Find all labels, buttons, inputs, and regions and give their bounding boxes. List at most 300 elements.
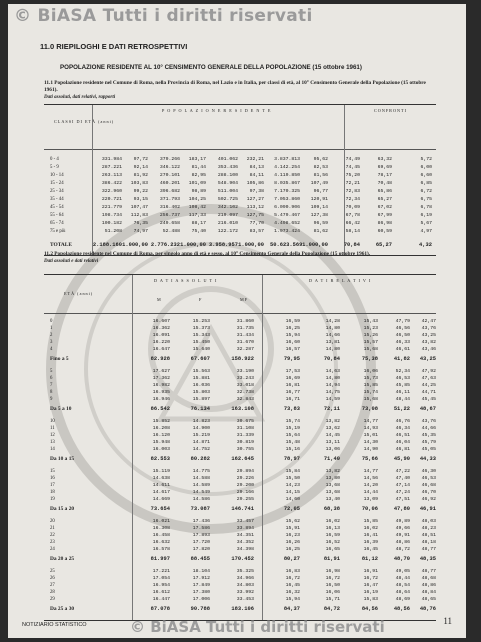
table-cell: 16,57 (285, 347, 300, 352)
table-cell: 17.586 (192, 526, 210, 531)
table-cell: 15,68 (363, 347, 378, 352)
table-cell: 34.966 (236, 576, 254, 581)
table-cell: 48,54 (395, 583, 410, 588)
table-cell: 30.675 (236, 419, 254, 424)
table-row (44, 540, 436, 547)
table-single-age (44, 274, 436, 621)
table-cell: 16,72 (363, 576, 378, 581)
table-cell: 216.010 (217, 221, 238, 226)
table-cell: 14,90 (363, 447, 378, 452)
table-cell: 70,84 (323, 356, 340, 362)
table-cell: 43,82 (421, 340, 436, 345)
row-label: 19 (50, 497, 55, 502)
table-cell: 16,50 (325, 583, 340, 588)
table-cell: 13,09 (363, 497, 378, 502)
table-cell: 101,09 (188, 181, 206, 186)
table-cell: 15,94 (285, 333, 300, 338)
table-row (44, 340, 436, 347)
table-cell: 48,84 (421, 590, 436, 595)
table-cell: 14,80 (325, 376, 340, 381)
row-label: Da 25 a 30 (50, 606, 75, 612)
table-cell: 35.325 (236, 569, 254, 574)
table-cell: 17.849 (192, 583, 210, 588)
table-cell: 5,67 (420, 221, 432, 226)
table-cell: 82.553 (150, 456, 170, 462)
table-cell: 15.253 (192, 319, 210, 324)
table-cell: 93,15 (133, 197, 148, 202)
table-cell: 13,68 (325, 490, 340, 495)
table-cell: 16,41 (363, 533, 378, 538)
table-cell: 16.954 (152, 583, 170, 588)
table-cell: 14.823 (192, 419, 210, 424)
table-cell: 16,47 (363, 583, 378, 588)
table-cell: 48,35 (419, 556, 436, 562)
table-cell: 16,45 (285, 583, 300, 588)
table-cell: 67,99 (377, 213, 392, 218)
table1-note: Dati assoluti, dati relativi, rapporti (44, 95, 116, 100)
row-label: Da 15 a 20 (50, 506, 75, 512)
table-row (44, 469, 436, 476)
table-cell: 108,42 (188, 205, 206, 210)
table-cell: 379.266 (159, 157, 180, 162)
table-row (44, 173, 436, 180)
table-cell: 548.904 (217, 181, 238, 186)
table-cell: 162.645 (231, 456, 254, 462)
table-cell: 75,38 (361, 356, 378, 362)
table2-header-left: D A T I A S S O L U T I (154, 278, 218, 283)
table-cell: 353.436 (217, 165, 238, 170)
table-cell: 4.498.652 (274, 221, 300, 226)
table-cell: 14.752 (192, 447, 210, 452)
table-cell: 46,70 (421, 490, 436, 495)
table-cell: 81,62 (313, 229, 328, 234)
table-row (44, 497, 436, 504)
table-cell: 15,23 (363, 326, 378, 331)
table-cell: 43,25 (421, 333, 436, 338)
table-cell: 33.894 (236, 526, 254, 531)
table-cell: 221.779 (101, 205, 122, 210)
table-cell: 16,59 (325, 533, 340, 538)
row-label: 18 (50, 490, 55, 495)
table-cell: 30.819 (236, 440, 254, 445)
table-cell: 45,45 (421, 397, 436, 402)
table-cell: 16,81 (285, 383, 300, 388)
table-cell: 15,26 (363, 333, 378, 338)
table-cell: 14,66 (325, 333, 340, 338)
table-cell: 16.647 (152, 347, 170, 352)
table-cell: 113,12 (246, 205, 264, 210)
table-cell: 29.226 (236, 476, 254, 481)
table-cell: 48,51 (421, 533, 436, 538)
table-cell: 49,91 (395, 533, 410, 538)
table2-note: Dati assoluti e dati relativi (44, 259, 99, 264)
table-cell: 52.488 (162, 229, 180, 234)
table-cell: 58,14 (345, 229, 360, 234)
table-cell: 15.640 (192, 347, 210, 352)
table-cell: 16,77 (285, 390, 300, 395)
table-subtotal-row (44, 406, 436, 413)
table-cell: 16,71 (285, 397, 300, 402)
table-cell: 43,76 (421, 326, 436, 331)
table-cell: 49,05 (395, 569, 410, 574)
table-cell: 3.837.813 (274, 157, 300, 162)
table-cell: 6,78 (420, 205, 432, 210)
table-cell: 14,45 (325, 433, 340, 438)
table-cell: 18.104 (192, 569, 210, 574)
table-cell: 1.973.424 (274, 229, 300, 234)
table-cell: 16.607 (152, 319, 170, 324)
table-cell: 8.035.867 (274, 181, 300, 186)
table-cell: 100.182 (101, 221, 122, 226)
table-cell: 15,01 (363, 433, 378, 438)
row-label: 25 (50, 569, 55, 574)
table-cell: 104,25 (188, 197, 206, 202)
table-cell: 15.343 (192, 333, 210, 338)
table-cell: 42,47 (421, 319, 436, 324)
row-label: 5 (50, 369, 53, 374)
row-label: 26 (50, 576, 55, 581)
table-cell: 81,56 (313, 173, 328, 178)
table-cell: 48,56 (393, 606, 410, 612)
table-cell: 14,77 (363, 469, 378, 474)
table-cell: 17.006 (192, 597, 210, 602)
table-cell: 16.021 (152, 519, 170, 524)
table-cell: 13,06 (325, 447, 340, 452)
table-row (44, 597, 436, 604)
table-cell: 15.881 (192, 376, 210, 381)
row-label: 8 (50, 390, 53, 395)
table-cell: 32.843 (236, 397, 254, 402)
table-cell: 15,48 (285, 440, 300, 445)
table-cell: 17.627 (152, 369, 170, 374)
table-cell: 15.563 (192, 369, 210, 374)
table-cell: 13,11 (325, 440, 340, 445)
table-cell: 13,82 (325, 419, 340, 424)
table-cell: 15,16 (285, 447, 300, 452)
table-cell: 13,68 (325, 483, 340, 488)
table-cell: 14.638 (152, 476, 170, 481)
table-cell: 170.452 (231, 556, 254, 562)
table-cell: 15,68 (363, 397, 378, 402)
table-cell: 1.000,00 (302, 242, 328, 248)
table-cell: 16.578 (152, 547, 170, 552)
table-cell: 232,21 (246, 157, 264, 162)
table-cell: 84,11 (249, 173, 264, 178)
table-cell: 6,85 (420, 181, 432, 186)
table-cell: 68,38 (323, 506, 340, 512)
row-label: 17 (50, 483, 55, 488)
table-cell: 14,63 (325, 369, 340, 374)
row-label: 1 (50, 326, 53, 331)
table-cell: 17.054 (152, 576, 170, 581)
table-cell: 66,42 (345, 221, 360, 226)
table-row (44, 319, 436, 326)
table-cell: 48,03 (421, 519, 436, 524)
table-cell: 52,34 (395, 369, 410, 374)
table-cell: 45,05 (421, 447, 436, 452)
table-cell: 96,59 (313, 221, 328, 226)
table-cell: 34.352 (236, 540, 254, 545)
table-cell: 14,75 (325, 390, 340, 395)
row-label: Fino a 5 (50, 356, 69, 362)
table-cell: 86.542 (150, 406, 170, 412)
table-cell: 92,14 (133, 165, 148, 170)
table-cell: 15,83 (363, 597, 378, 602)
table-cell: 16,69 (285, 376, 300, 381)
table-row (44, 197, 436, 204)
table-cell: 47,92 (421, 369, 436, 374)
table-cell: 219.097 (217, 213, 238, 218)
table-cell: 46,92 (421, 497, 436, 502)
table-cell: 2.776.232 (150, 242, 180, 248)
table-cell: 14.775 (192, 469, 210, 474)
table-row (44, 583, 436, 590)
table-cell: 29.200 (236, 483, 254, 488)
table-cell: 105,86 (246, 181, 264, 186)
table-cell: 16,23 (285, 533, 300, 538)
table-cell: 46,50 (395, 333, 410, 338)
table-cell: 74,49 (345, 157, 360, 162)
table-cell: 16.091 (152, 333, 170, 338)
table-cell: 45,85 (395, 383, 410, 388)
table-cell: 81,91 (323, 556, 340, 562)
table-cell: 14,20 (363, 483, 378, 488)
table1-header-group: P O P O L A Z I O N E R E S I D E N T E (162, 108, 272, 113)
table-cell: 48,86 (421, 583, 436, 588)
table-cell: 316.402 (159, 205, 180, 210)
table-row (44, 569, 436, 576)
row-label: 6 (50, 376, 53, 381)
table-cell: 16,32 (285, 590, 300, 595)
table-cell: 86,98 (377, 221, 392, 226)
row-label: 13 (50, 440, 55, 445)
table2-col-f: F (199, 297, 203, 302)
row-label: 45 - 54 (50, 205, 64, 210)
table-cell: 16,25 (285, 547, 300, 552)
table-cell: 46,53 (421, 476, 436, 481)
table-cell: 70,84 (343, 242, 360, 248)
section-title: 11.0 RIEPILOGHI E DATI RETROSPETTIVI (40, 42, 188, 51)
table-cell: 16,60 (285, 340, 300, 345)
table-cell: 14,80 (325, 347, 340, 352)
table-cell: 44,33 (419, 456, 436, 462)
table-cell: 46,51 (395, 433, 410, 438)
table-cell: 73.654 (150, 506, 170, 512)
table-cell: 81,92 (133, 173, 148, 178)
table-cell: 16.946 (152, 397, 170, 402)
table-cell: 82.928 (150, 356, 170, 362)
table-cell: 16,59 (285, 319, 300, 324)
table-cell: 47,63 (421, 376, 436, 381)
table-cell: 75,20 (345, 173, 360, 178)
table-cell: 33.992 (236, 590, 254, 595)
table-row (44, 526, 436, 533)
table-cell: 48,68 (421, 576, 436, 581)
table-cell: 15.803 (192, 390, 210, 395)
table-cell: 14,59 (325, 397, 340, 402)
table-cell: 46,76 (395, 419, 410, 424)
table-cell: 146.741 (231, 506, 254, 512)
table-cell: 249.658 (159, 221, 180, 226)
table-cell: 51.208 (104, 229, 122, 234)
table-row (44, 390, 436, 397)
table-cell: 14.588 (192, 476, 210, 481)
table-cell: 31.860 (236, 319, 254, 324)
table-cell: 16,65 (325, 547, 340, 552)
table-cell: 16,91 (363, 569, 378, 574)
table-cell: 33.018 (236, 383, 254, 388)
table-cell: 112,83 (130, 213, 148, 218)
table-cell: 15.119 (152, 469, 170, 474)
table-cell: 15,73 (363, 376, 378, 381)
table-cell: 7.053.860 (274, 197, 300, 202)
table-cell: 16.220 (152, 340, 170, 345)
table-cell: 46,56 (395, 326, 410, 331)
table-cell: 13,62 (325, 426, 340, 431)
table-cell: 6,60 (420, 173, 432, 178)
row-label: 14 (50, 447, 55, 452)
table-cell: 80.282 (190, 456, 210, 462)
table-cell: 81.997 (150, 556, 170, 562)
table-cell: 15,94 (285, 597, 300, 602)
table-cell: 16,72 (285, 576, 300, 581)
table-cell: 127,27 (246, 197, 264, 202)
table-cell: 287.221 (101, 165, 122, 170)
table-cell: 122.172 (217, 229, 238, 234)
table-row (44, 426, 436, 433)
table-cell: 31.735 (236, 326, 254, 331)
table-cell: 34.803 (236, 583, 254, 588)
table-row (44, 476, 436, 483)
table-cell: 103,83 (130, 181, 148, 186)
table-cell: 15,62 (285, 519, 300, 524)
table-cell: 47,79 (395, 319, 410, 324)
table-cell: 81,12 (361, 556, 378, 562)
table-cell: 14.549 (192, 490, 210, 495)
table-cell: 81,44 (191, 165, 206, 170)
table-cell: 15,57 (363, 340, 378, 345)
table-row (44, 376, 436, 383)
table-cell: 46,04 (395, 440, 410, 445)
table-cell: 502.725 (217, 197, 238, 202)
table-cell: 7.170.325 (274, 189, 300, 194)
table-cell: 15.219 (192, 433, 210, 438)
table-cell: 46,34 (395, 426, 410, 431)
table-cell: 17,53 (285, 369, 300, 374)
table-cell: 14.611 (152, 483, 170, 488)
table-cell: 99,22 (133, 189, 148, 194)
table-cell: 46,11 (395, 390, 410, 395)
table-cell: 15,85 (363, 519, 378, 524)
table-cell: 72,05 (283, 506, 300, 512)
table-subtotal-row (44, 506, 436, 513)
table-cell: 29.894 (236, 469, 254, 474)
table-cell: 33.453 (236, 597, 254, 602)
table-cell: 13,82 (325, 469, 340, 474)
table2-col-m: M (157, 297, 162, 302)
document-page (8, 4, 466, 638)
table-cell: 43,46 (421, 347, 436, 352)
row-label: TOTALE (50, 242, 72, 248)
table-cell: 16.458 (152, 533, 170, 538)
table-cell: 45,79 (421, 440, 436, 445)
table-cell: 256.737 (159, 213, 180, 218)
table-cell: 14,23 (285, 483, 300, 488)
table-cell: 14,80 (325, 326, 340, 331)
row-label: 0 (50, 319, 53, 324)
table-cell: 76,35 (133, 221, 148, 226)
row-label: 10 (50, 419, 55, 424)
table-cell: 16,02 (325, 519, 340, 524)
table-cell: 16,83 (285, 569, 300, 574)
table-cell: 346.122 (159, 165, 180, 170)
table-cell: 72,34 (345, 197, 360, 202)
row-label: 75 e più (50, 229, 66, 234)
row-label: 20 (50, 519, 55, 524)
table-cell: 67,78 (345, 213, 360, 218)
table-cell: 96,77 (313, 189, 328, 194)
table-row (44, 440, 436, 447)
table-row (44, 205, 436, 212)
table-cell: 50.623.569 (270, 242, 303, 248)
row-label: Da 5 a 10 (50, 406, 72, 412)
table-cell: 6,00 (420, 165, 432, 170)
table-cell: 95,62 (313, 157, 328, 162)
row-label: Da 10 a 15 (50, 456, 75, 462)
row-label: 22 (50, 533, 55, 538)
table-cell: 31.108 (236, 426, 254, 431)
table-cell: 14,93 (363, 426, 378, 431)
row-label: 4 (50, 347, 53, 352)
table-cell: 47,22 (395, 469, 410, 474)
table-cell: 1.000,00 (122, 242, 148, 248)
table-row (44, 533, 436, 540)
table-cell: 288.100 (217, 173, 238, 178)
table-cell: 83,57 (249, 229, 264, 234)
table-cell: 5,72 (420, 157, 432, 162)
table-cell: 46,61 (395, 347, 410, 352)
table-cell: 44,25 (421, 383, 436, 388)
table-cell: 14.586 (192, 497, 210, 502)
watermark-bottom: © BiASA Tutti i diritti riservati (130, 618, 385, 636)
table-cell: 158.922 (231, 356, 254, 362)
table-cell: 220.721 (101, 197, 122, 202)
table-cell: 48,18 (421, 540, 436, 545)
table-cell: 14,28 (325, 319, 340, 324)
row-label: 12 (50, 433, 55, 438)
table-cell: 4.119.850 (274, 173, 300, 178)
table-cell: 17.720 (192, 540, 210, 545)
row-label: 15 - 24 (50, 181, 64, 186)
table-cell: 14,60 (285, 497, 300, 502)
table-cell: 33.190 (236, 369, 254, 374)
table-cell: 33.243 (236, 376, 254, 381)
table-cell: 16,45 (363, 547, 378, 552)
table-cell: 16,19 (363, 590, 378, 595)
table-row (44, 347, 436, 354)
table-cell: 49,66 (395, 526, 410, 531)
table-cell: 16,39 (363, 540, 378, 545)
row-label: 28 (50, 590, 55, 595)
table-cell: 16.612 (152, 590, 170, 595)
table-cell: 331.984 (101, 157, 122, 162)
table-cell: 47,51 (395, 497, 410, 502)
table-cell: 16.120 (152, 433, 170, 438)
table-cell: 14,94 (325, 383, 340, 388)
table-cell: 47,14 (395, 483, 410, 488)
table-cell: 16,02 (363, 526, 378, 531)
table-cell: 16,25 (285, 326, 300, 331)
